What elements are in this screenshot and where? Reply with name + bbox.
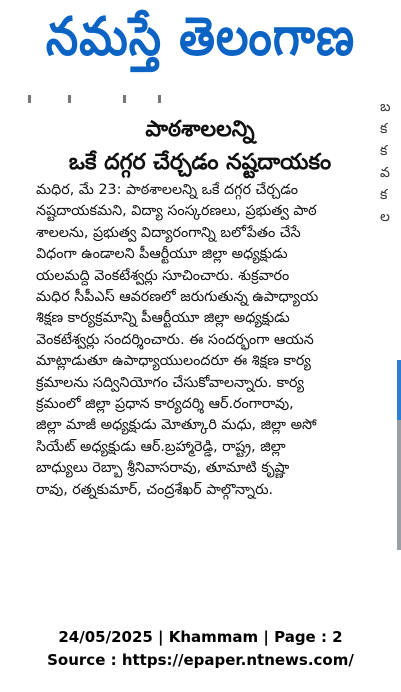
side-char: క xyxy=(380,121,388,137)
article-line: సియేట్ అధ్యక్షుడు ఆర్.బ్రహ్మారెడ్డి, రాష్ట్ర, జిల్లా xyxy=(36,438,286,455)
article-line: యలమద్ది వెంకటేశ్వర్లు సూచించారు. శుక్రవారం xyxy=(36,267,290,284)
footer-source-link[interactable]: Source : https://epaper.ntnews.com/ xyxy=(47,651,354,669)
footer-date-edition: 24/05/2025 | Khammam | Page : 2 xyxy=(58,628,343,646)
side-char: క xyxy=(380,187,388,203)
side-char: క xyxy=(380,143,388,159)
article-line: జిల్లా మాజీ అధ్యక్షుడు మోత్కూరి మధు, జిల్లా అసో xyxy=(36,417,317,434)
side-char: ల xyxy=(380,209,390,225)
newspaper-masthead xyxy=(0,0,401,86)
article-line: నష్టదాయకమని, విద్యా సంస్కరణలు, ప్రభుత్వ పాఠ xyxy=(36,203,317,220)
article-line: మధిర, మే 23: పాఠశాలలన్ని ఒకే దగ్గర చేర్చడం xyxy=(36,182,298,198)
article-line: విధంగా ఉండాలని పీఆర్టీయూ జిల్లా అధ్యక్షుడు xyxy=(36,246,288,263)
article-line: శిక్షణ కార్యక్రమాన్ని పీఆర్టీయూ జిల్లా అధ్యక్షుడు xyxy=(36,310,290,327)
source-footer xyxy=(0,626,401,672)
side-char: బ xyxy=(380,99,391,115)
article-line: వెంకటేశ్వర్లు సందర్శించారు. ఈ సందర్భంగా ఆయన xyxy=(36,331,314,348)
article-line: క్రమాలను సద్వినియోగం చేసుకోవాలన్నారు. కార్య xyxy=(36,374,305,391)
article-line: బాధ్యులు రెబ్బా శ్రీనివాసరావు, తూమాటి కృష్ణా xyxy=(36,460,290,477)
masthead-title: నమస్తే తెలంగాణ xyxy=(45,5,356,68)
article-line: మధిర సీపీఎస్ ఆవరణలో జరుగుతున్న ఉపాధ్యాయ xyxy=(36,289,319,306)
adjacent-article-fragment xyxy=(380,96,401,276)
headline-line-2: ఒకే దగ్గర చేర్చడం నష్టదాయకం xyxy=(68,150,332,175)
article-line: శాలలను, ప్రభుత్వ విద్యారంగాన్ని బలోపేతం చేసే xyxy=(36,224,301,241)
headline-line-1: పాఠశాలలన్ని xyxy=(145,117,255,142)
article-headline xyxy=(20,113,380,179)
article-line: క్రమంలో జిల్లా ప్రధాన కార్యదర్శి ఆర్.రంగారావు, xyxy=(36,396,294,413)
clipping-edge-marks xyxy=(28,95,178,103)
article-body xyxy=(36,180,378,501)
adjacent-image-edge xyxy=(397,360,401,550)
article-line: రావు, రత్నకుమార్, చంద్రశేఖర్ పాల్గొన్నారు. xyxy=(36,481,274,498)
article-line: మాట్లాడుతూ ఉపాధ్యాయులందరూ ఈ శిక్షణ కార్య xyxy=(36,353,311,370)
side-char: వ xyxy=(380,165,390,181)
